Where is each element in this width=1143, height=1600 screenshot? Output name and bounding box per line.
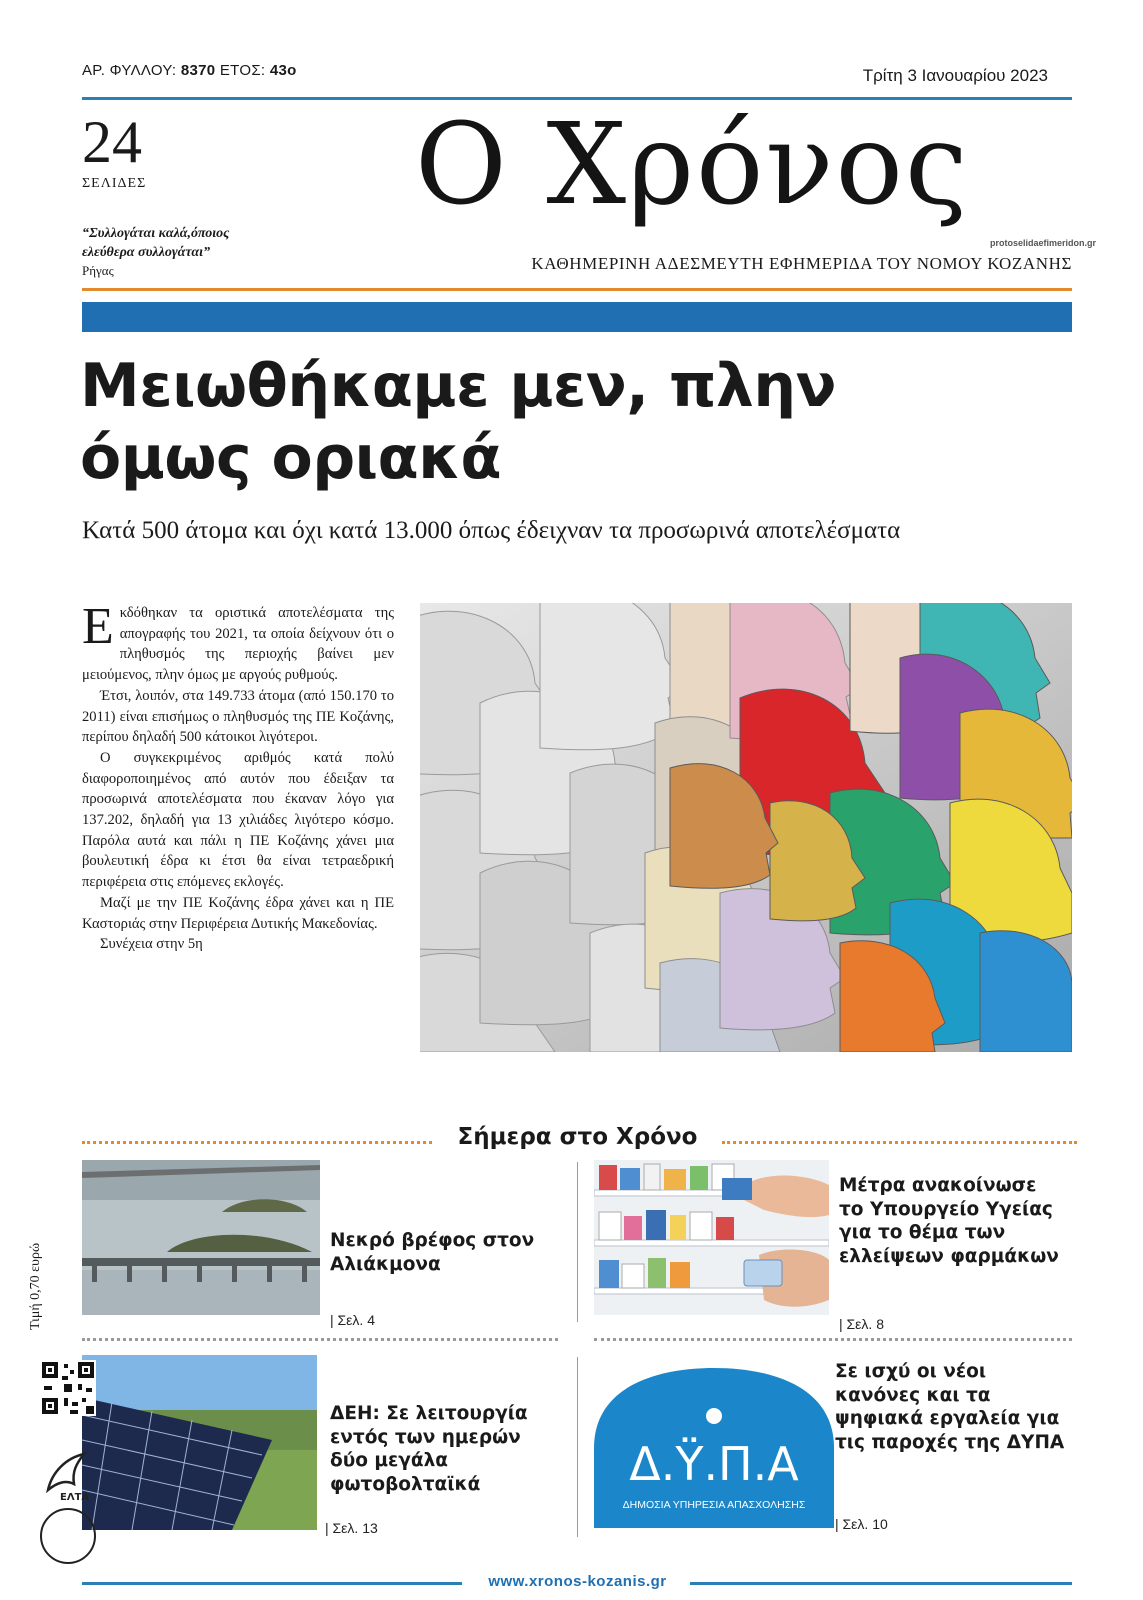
elta-text: ΕΛΤΑ (60, 1492, 90, 1502)
lake-bridge-photo (82, 1160, 320, 1315)
dypa-letters: Δ.Ϋ.Π.Α (629, 1437, 799, 1491)
teaser-title[interactable]: Νεκρό βρέφος στον Αλιάκμονα (330, 1230, 535, 1275)
teaser-page: | Σελ. 13 (325, 1520, 378, 1536)
headline-line-2: όμως οριακά (80, 423, 502, 493)
footer-line-right (690, 1582, 1072, 1585)
article-paragraph: Ο συγκεκριμένος αριθμός κατά πολύ διαφοροποιημένος από αυτόν που έδειξαν τα προσωρινά αποτελέσματα που έκαναν λόγο για 137.202, δηλαδή για 13 χιλιάδες λιγότερο κόσμο. Παρόλα αυτά και πάλι η ΠΕ Κοζάνης χάνει μια βουλευτική έδρα κι έτσι θα είναι τετραεδρική περιφέρεια στις επόμενες εκλογές. (82, 749, 394, 891)
issue-date: Τρίτη 3 Ιανουαρίου 2023 (862, 66, 1048, 85)
dypa-subtitle: ΔΗΜΟΣΙΑ ΥΠΗΡΕΣΙΑ ΑΠΑΣΧΟΛΗΣΗΣ (622, 1499, 806, 1511)
teaser-image-aliakmonas[interactable] (82, 1160, 320, 1315)
newspaper-tagline: ΚΑΘΗΜΕΡΙΝΗ ΑΔΕΣΜΕΥΤΗ ΕΦΗΜΕΡΙΔΑ ΤΟΥ ΝΟΜΟΥ ΚΟΖΑΝΗΣ (531, 254, 1072, 273)
lead-image-paper-heads[interactable] (420, 603, 1072, 1052)
teaser-title[interactable]: ΔΕΗ: Σε λειτουργία εντός των ημερών δύο μεγάλα φωτοβολταϊκά (330, 1403, 528, 1495)
motto-author: Ρήγας (82, 263, 114, 278)
publisher-seal-icon (40, 1508, 96, 1564)
price-label: Τιμή 0,70 ευρώ (28, 1242, 43, 1330)
teaser-row-divider-left (82, 1338, 558, 1344)
article-paragraph: Μαζί με την ΠΕ Κοζάνης έδρα χάνει και η ΠΕ Καστοριάς στην Περιφέρεια Δυτικής Μακεδονίας. (82, 894, 394, 932)
year-label: ΕΤΟΣ: (219, 62, 266, 79)
section-divider-right (722, 1141, 1077, 1144)
headline-line-1: Μειωθήκαμε μεν, πλην (80, 351, 836, 421)
teaser-column-divider (577, 1357, 578, 1537)
section-title: Σήμερα στο Χρόνο (457, 1124, 698, 1150)
pages-label: ΣΕΛΙΔΕΣ (82, 176, 147, 191)
teaser-image-solar[interactable] (82, 1355, 317, 1530)
issue-number: 8370 (180, 62, 216, 79)
issue-label: ΑΡ. ΦΥΛΛΟΥ: (82, 62, 177, 79)
teaser-page: | Σελ. 8 (839, 1316, 884, 1332)
teaser-image-pharmacy[interactable] (594, 1160, 829, 1315)
motto-line-2: ελεύθερα συλλογάται” (82, 245, 211, 260)
qr-code-icon[interactable] (40, 1360, 96, 1416)
year-number: 43ο (269, 62, 297, 79)
motto-quote (82, 224, 312, 262)
watermark: protoselidaefimeridon.gr (990, 238, 1097, 248)
lead-headline[interactable] (80, 350, 1070, 494)
elta-logo (40, 1450, 94, 1502)
teaser-page: | Σελ. 10 (835, 1516, 888, 1532)
continued-link[interactable]: Συνέχεια στην 5η (100, 936, 203, 953)
drop-cap: Ε (82, 598, 114, 655)
lead-article (82, 598, 394, 955)
article-paragraph: Εκδόθηκαν τα οριστικά αποτελέσματα της απογραφής του 2021, τα οποία δείχνουν ότι ο πληθυσμός της περιοχής βαίνει μεν μειούμενος, πλην όμως με αργούς ρυθμούς. (82, 598, 394, 684)
website-link[interactable]: www.xronos-kozanis.gr (488, 1573, 667, 1590)
newspaper-logo[interactable]: Ο Χρόνος (415, 100, 970, 230)
blue-band (82, 302, 1072, 332)
teaser-row-divider-right (594, 1338, 1072, 1344)
pharmacy-shelves-photo (594, 1160, 829, 1315)
issue-info (82, 62, 297, 79)
motto-line-1: “Συλλογάται καλά,όποιος (82, 226, 230, 241)
solar-panels-photo (82, 1355, 317, 1530)
paper-heads-illustration (420, 603, 1072, 1052)
dypa-logo (594, 1368, 834, 1528)
teaser-title[interactable]: Σε ισχύ οι νέοι κανόνες και τα ψηφιακά εργαλεία για τις παροχές της ΔΥΠΑ (835, 1361, 1065, 1453)
teaser-page: | Σελ. 4 (330, 1312, 375, 1328)
orange-divider (82, 288, 1072, 291)
teaser-column-divider (577, 1162, 578, 1322)
pages-count: 24 (82, 109, 142, 175)
lead-subhead: Κατά 500 άτομα και όχι κατά 13.000 όπως έδειχναν τα προσωρινά αποτελέσματα (82, 517, 901, 544)
teaser-image-dypa[interactable] (594, 1368, 834, 1528)
section-divider-left (82, 1141, 432, 1144)
footer-line-left (82, 1582, 462, 1585)
teaser-title[interactable]: Μέτρα ανακοίνωσε το Υπουργείο Υγείας για το θέμα των ελλείψεων φαρμάκων (839, 1175, 1059, 1267)
article-paragraph: Έτσι, λοιπόν, στα 149.733 άτομα (από 150.170 το 2011) είναι επισήμως ο πληθυσμός της ΠΕ Κοζάνης, περίπου δηλαδή 500 κάτοικοι λιγότεροι. (82, 687, 394, 746)
